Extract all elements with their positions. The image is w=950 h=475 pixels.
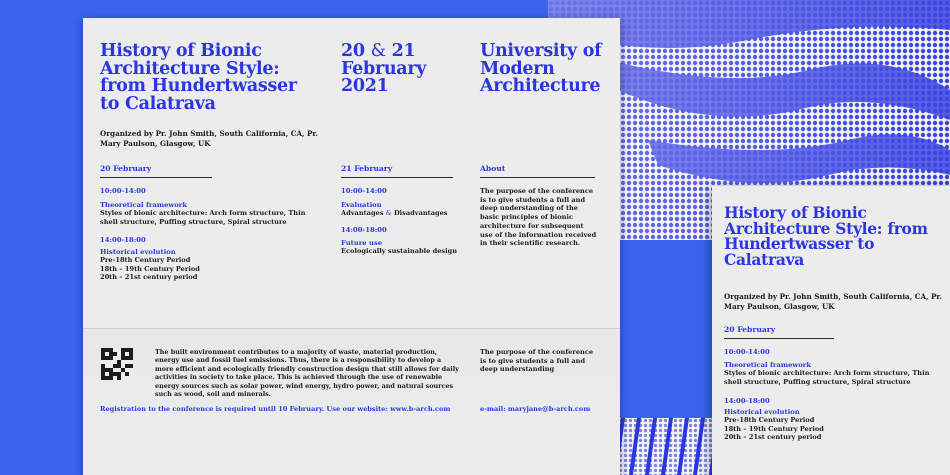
col1-topic2-list <box>100 256 300 282</box>
fold-right-text: The purpose of the conference is to give students a full and deep understanding <box>480 348 594 374</box>
col2-heading: 21 February <box>341 164 393 173</box>
qr-code-icon <box>101 348 133 380</box>
disadvantages-text: Disadvantages <box>393 209 448 217</box>
card2-period-3: 20th – 21st century period <box>724 433 822 442</box>
col3-about-text: The purpose of the conference is to give students a full and deep understanding of the basic principles of bionic architecture for subsequent use of the information received in their scientific research. <box>480 187 597 248</box>
date-year: 2021 <box>341 76 389 96</box>
col2-topic2-text: Ecologically sustainable design <box>341 247 458 255</box>
contact-email: e-mail: maryjane@b-arch.com <box>480 405 591 413</box>
card2-topic1-text: Styles of bionic architecture: Arch form structure, Thin shell structure, Puffing structure, Spiral structure <box>724 369 930 386</box>
col1-time2: 14:00-18:00 <box>100 236 146 244</box>
period-2: 18th – 19th Century Period <box>100 264 200 273</box>
card2-time1: 10:00-14:00 <box>724 348 770 356</box>
amp-text: & <box>385 209 392 217</box>
col1-rule <box>100 177 212 178</box>
conference-leaflet <box>83 18 620 475</box>
period-3: 20th – 21st century period <box>100 273 198 282</box>
col2-rule <box>341 177 453 178</box>
university-name: University of Modern Architecture <box>480 41 602 96</box>
col1-topic1: Theoretical framework <box>100 201 188 209</box>
date-ampersand: & <box>370 41 386 61</box>
col1-heading: 20 February <box>100 164 152 173</box>
card2-organized: Organized by Pr. John Smith, South California, CA, Pr. Mary Paulson, Glasgow, UK <box>724 292 943 311</box>
col2-time1: 10:00-14:00 <box>341 187 387 195</box>
col3-rule <box>480 177 595 178</box>
card2-time2: 14:00-18:00 <box>724 397 770 405</box>
date-month: February <box>341 58 427 79</box>
col1-topic1-text: Styles of bionic architecture: Arch form structure, Thin shell structure, Puffing structure, Spiral structure <box>100 209 306 226</box>
card2-topic1: Theoretical framework <box>724 361 812 369</box>
card2-topic2: Historical evolution <box>724 408 800 416</box>
col2-topic1-text <box>341 209 471 218</box>
card2-rule <box>724 338 834 339</box>
card2-period-2: 18th – 19th Century Period <box>724 424 824 433</box>
advantages-text: Advantages <box>341 209 384 217</box>
conference-card-right <box>712 186 950 475</box>
card2-heading: 20 February <box>724 325 776 334</box>
leaflet-dates <box>341 43 451 96</box>
registration-note: Registration to the conference is required until 10 February. Use our website: www.b-arch.com <box>100 405 451 413</box>
leaflet-title: History of Bionic Architecture Style: from Hundertwasser to Calatrava <box>100 41 297 114</box>
date-day-1: 20 <box>341 41 365 61</box>
organized-by: Organized by Pr. John Smith, South California, CA, Pr. Mary Paulson, Glasgow, UK <box>100 129 319 148</box>
col2-time2: 14:00-18:00 <box>341 226 387 234</box>
col3-heading: About <box>480 164 506 173</box>
card2-period-1: Pre-18th Century Period <box>724 416 815 424</box>
fold-body-text: The built environment contributes to a majority of waste, material production, energy use and fossil fuel emissions. Thus, there is a responsibility to develop a more efficient and ecologically friendly construction design that still allows for daily activities in society to take place. This is achieved through the use of renewable energy sources such as solar power, wind energy, hydro power, and natural sources such as wood, soil and minerals. <box>155 348 459 399</box>
period-1: Pre-18th Century Period <box>100 256 191 264</box>
col2-topic2: Future use <box>341 239 383 247</box>
date-day-2: 21 <box>391 41 416 61</box>
card2-title: History of Bionic Architecture Style: from Hundertwasser to Calatrava <box>724 203 928 269</box>
col1-time1: 10:00-14:00 <box>100 187 146 195</box>
card2-topic2-list <box>724 416 924 442</box>
col1-topic2: Historical evolution <box>100 248 176 256</box>
col2-topic1: Evaluation <box>341 201 382 209</box>
